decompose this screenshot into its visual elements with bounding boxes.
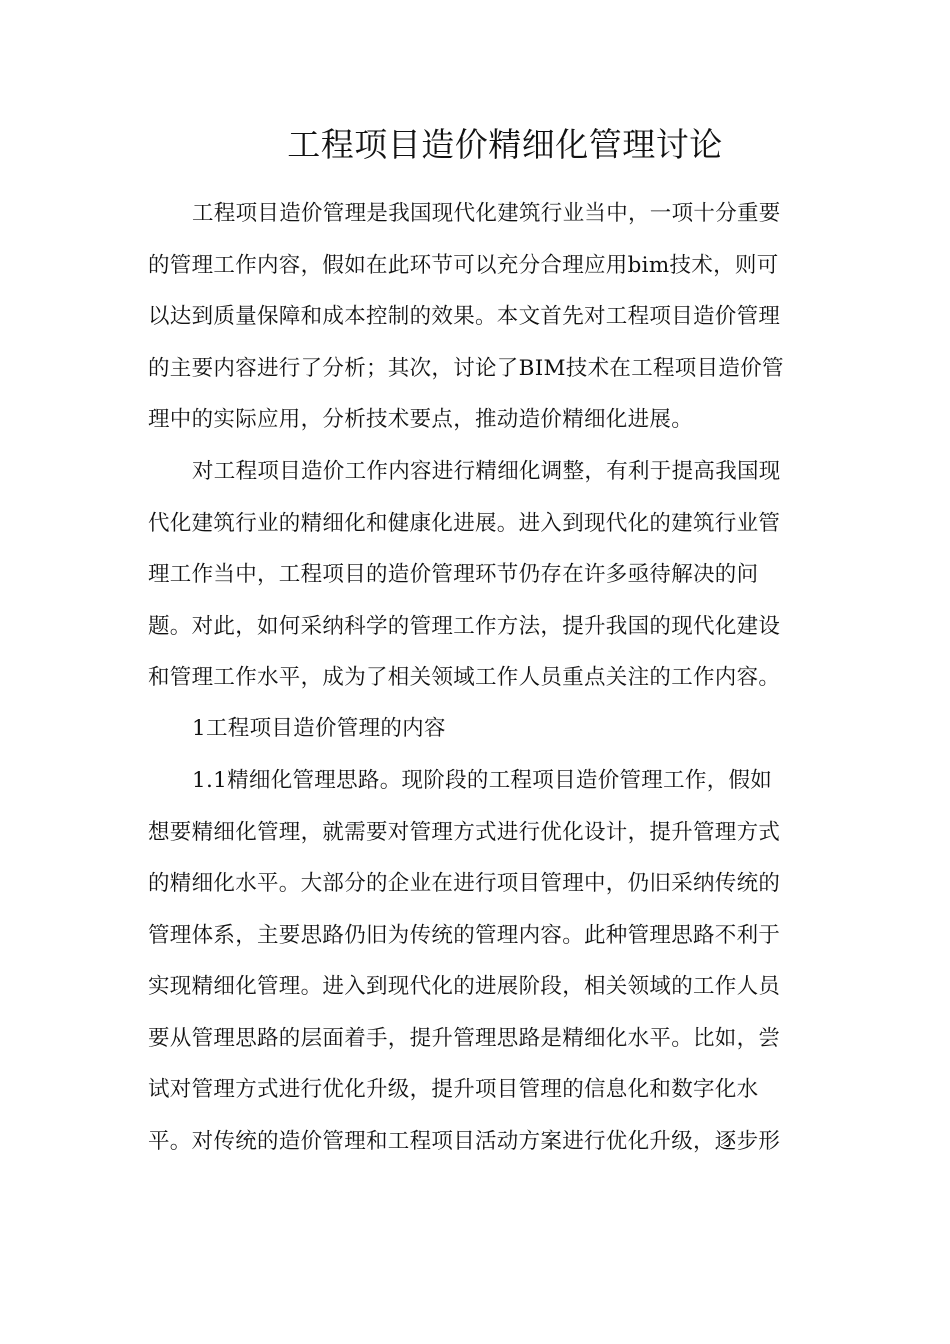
body-line: 试对管理方式进行优化升级，提升项目管理的信息化和数字化水	[148, 1077, 759, 1102]
document-title: 工程项目造价精细化管理讨论	[287, 125, 723, 164]
body-line: 工程项目造价管理是我国现代化建筑行业当中，一项十分重要	[192, 201, 781, 226]
body-line: 想要精细化管理，就需要对管理方式进行优化设计，提升管理方式	[148, 820, 781, 845]
body-line: 的管理工作内容，假如在此环节可以充分合理应用bim技术，则可	[148, 253, 779, 278]
body-line: 理工作当中，工程项目的造价管理环节仍存在许多亟待解决的问	[148, 562, 759, 587]
body-line: 以达到质量保障和成本控制的效果。本文首先对工程项目造价管理	[148, 304, 781, 329]
body-line: 题。对此，如何采纳科学的管理工作方法，提升我国的现代化建设	[148, 614, 781, 639]
body-line: 和管理工作水平，成为了相关领域工作人员重点关注的工作内容。	[148, 665, 781, 690]
body-line: 要从管理思路的层面着手，提升管理思路是精细化水平。比如，尝	[148, 1026, 781, 1051]
body-line: 管理体系，主要思路仍旧为传统的管理内容。此种管理思路不利于	[148, 923, 781, 948]
body-line: 1.1精细化管理思路。现阶段的工程项目造价管理工作，假如	[192, 768, 773, 793]
body-line: 实现精细化管理。进入到现代化的进展阶段，相关领域的工作人员	[148, 974, 781, 999]
body-line: 的精细化水平。大部分的企业在进行项目管理中，仍旧采纳传统的	[148, 871, 781, 896]
body-line: 代化建筑行业的精细化和健康化进展。进入到现代化的建筑行业管	[148, 511, 781, 536]
body-line: 理中的实际应用，分析技术要点，推动造价精细化进展。	[148, 407, 694, 432]
body-line: 平。对传统的造价管理和工程项目活动方案进行优化升级，逐步形	[148, 1129, 781, 1154]
body-line: 的主要内容进行了分析；其次，讨论了BIM技术在工程项目造价管	[148, 356, 784, 381]
section-heading: 1工程项目造价管理的内容	[192, 716, 446, 741]
body-line: 对工程项目造价工作内容进行精细化调整，有利于提高我国现	[192, 459, 781, 484]
